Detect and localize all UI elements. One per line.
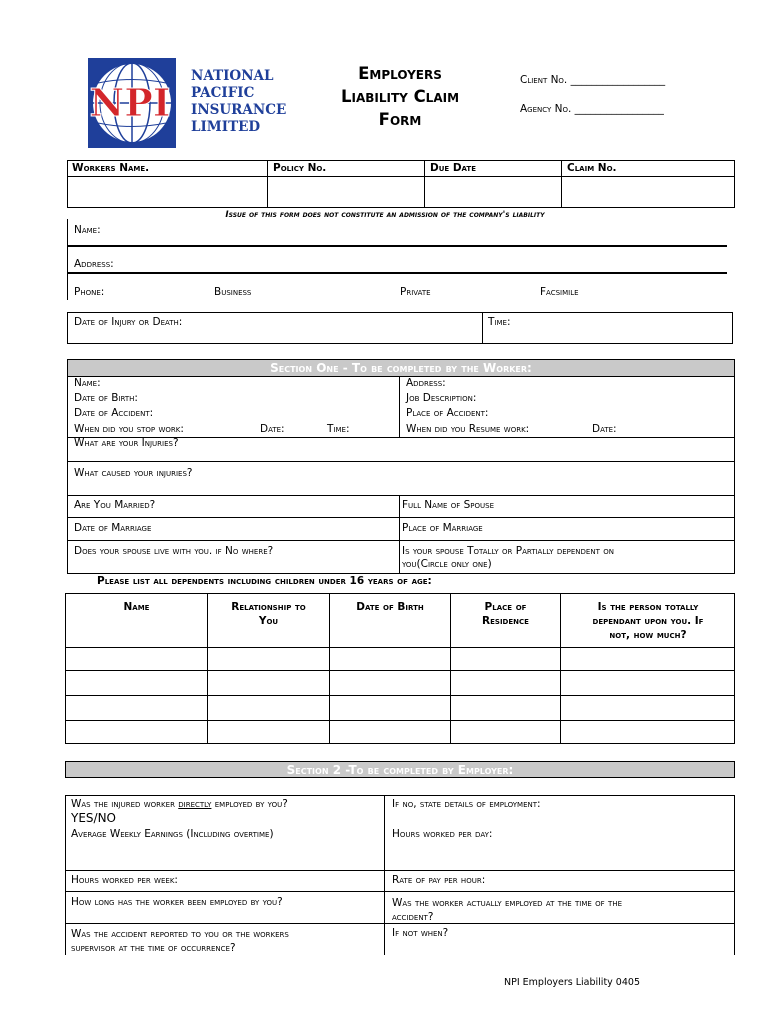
- form-title: Employers Liability Claim Form: [340, 64, 460, 129]
- reported-label[interactable]: Was the accident reported to you or the workers supervisor at the time of occurrence?: [71, 928, 289, 954]
- dependents-note: Please list all dependents including children under 16 years of age:: [97, 575, 432, 587]
- client-no-field[interactable]: Client No. __________________: [520, 74, 666, 86]
- injuries-label[interactable]: What are your Injuries?: [74, 437, 179, 449]
- footer-text: NPI Employers Liability 0405: [504, 977, 640, 988]
- job-description-label[interactable]: Job Description:: [406, 392, 477, 404]
- dep-col-dependant: Is the person totally dependant upon you. If not, how much?: [592, 601, 704, 641]
- hours-day-label[interactable]: Hours worked per day:: [392, 828, 493, 840]
- yes-no-option[interactable]: YES/NO: [71, 811, 116, 825]
- hours-week-label[interactable]: Hours worked per week:: [71, 874, 178, 886]
- claim-no-header: Claim No.: [567, 162, 617, 174]
- address-label: Address:: [74, 258, 114, 270]
- spouse-name-label[interactable]: Full Name of Spouse: [402, 499, 495, 511]
- worker-name-label[interactable]: Name:: [74, 377, 101, 389]
- private-label[interactable]: Private: [400, 286, 431, 298]
- dep-row-3[interactable]: [66, 696, 734, 719]
- injury-time-label[interactable]: Time:: [488, 316, 511, 328]
- section-two-bar: [65, 761, 735, 778]
- facsimile-label[interactable]: Facsimile: [540, 286, 579, 298]
- actually-employed-label[interactable]: Was the worker actually employed at the time of the accident?: [392, 897, 623, 923]
- name-field[interactable]: [130, 224, 726, 244]
- dep-col-residence: Place of Residence: [482, 601, 529, 627]
- dep-col-relationship: Relationship to You: [231, 601, 306, 627]
- workers-name-header: Workers Name.: [72, 162, 150, 174]
- worker-dob-label[interactable]: Date of Birth:: [74, 392, 138, 404]
- married-label[interactable]: Are You Married?: [74, 499, 156, 511]
- dep-col-dob: Date of Birth: [356, 601, 424, 613]
- if-not-when-label[interactable]: If not when?: [392, 927, 449, 939]
- section-one-title: Section One - To be completed by the Worker:: [270, 361, 532, 375]
- worker-address-label[interactable]: Address:: [406, 377, 446, 389]
- company-name: NATIONAL PACIFIC INSURANCE LIMITED: [191, 68, 287, 135]
- directly-employed-label[interactable]: Was the injured worker directly employed by you?: [71, 798, 288, 810]
- place-accident-label[interactable]: Place of Accident:: [406, 407, 489, 419]
- dep-row-4[interactable]: [66, 721, 734, 743]
- if-no-details-label[interactable]: If no, state details of employment:: [392, 798, 541, 810]
- due-date-cell[interactable]: [425, 177, 560, 207]
- company-logo: [84, 58, 176, 148]
- workers-name-cell[interactable]: [68, 177, 266, 207]
- dep-row-2[interactable]: [66, 671, 734, 694]
- spouse-live-label[interactable]: Does your spouse live with you. if No where?: [74, 545, 274, 557]
- agency-no-field[interactable]: Agency No. _________________: [520, 103, 664, 115]
- policy-no-header: Policy No.: [273, 162, 327, 174]
- avg-earnings-label[interactable]: Average Weekly Earnings (Including overtime): [71, 828, 274, 840]
- resume-work-label[interactable]: When did you Resume work:: [406, 423, 530, 435]
- dep-row-1[interactable]: [66, 648, 734, 669]
- how-long-label[interactable]: How long has the worker been employed by you?: [71, 896, 283, 908]
- injury-date-label[interactable]: Date of Injury or Death:: [74, 316, 183, 328]
- place-marriage-label[interactable]: Place of Marriage: [402, 522, 483, 534]
- phone-label: Phone:: [74, 286, 105, 298]
- stop-work-label[interactable]: When did you stop work:: [74, 423, 184, 435]
- resume-work-date-label[interactable]: Date:: [592, 423, 617, 435]
- name-label: Name:: [74, 224, 101, 236]
- policy-no-cell[interactable]: [268, 177, 423, 207]
- spouse-dependent-label[interactable]: Is your spouse Totally or Partially dependent on you(Circle only one): [402, 545, 614, 570]
- stop-work-date-label[interactable]: Date:: [260, 423, 285, 435]
- logo-text: NPI: [89, 80, 171, 125]
- disclaimer: Issue of this form does not constitute an admission of the company's liability: [225, 210, 545, 220]
- section-two-title: Section 2 -To be completed by Employer:: [286, 763, 514, 777]
- globe-icon: [84, 58, 176, 148]
- business-label[interactable]: Business: [214, 286, 252, 298]
- dep-col-name: Name: [123, 601, 150, 613]
- rate-pay-label[interactable]: Rate of pay per hour:: [392, 874, 486, 886]
- date-marriage-label[interactable]: Date of Marriage: [74, 522, 152, 534]
- claim-no-cell[interactable]: [562, 177, 734, 207]
- due-date-header: Due Date: [430, 162, 476, 174]
- worker-accident-date-label[interactable]: Date of Accident:: [74, 407, 154, 419]
- address-field[interactable]: [140, 256, 726, 272]
- caused-label[interactable]: What caused your injuries?: [74, 467, 193, 479]
- section-one-bar: [67, 359, 735, 377]
- stop-work-time-label[interactable]: Time:: [327, 423, 350, 435]
